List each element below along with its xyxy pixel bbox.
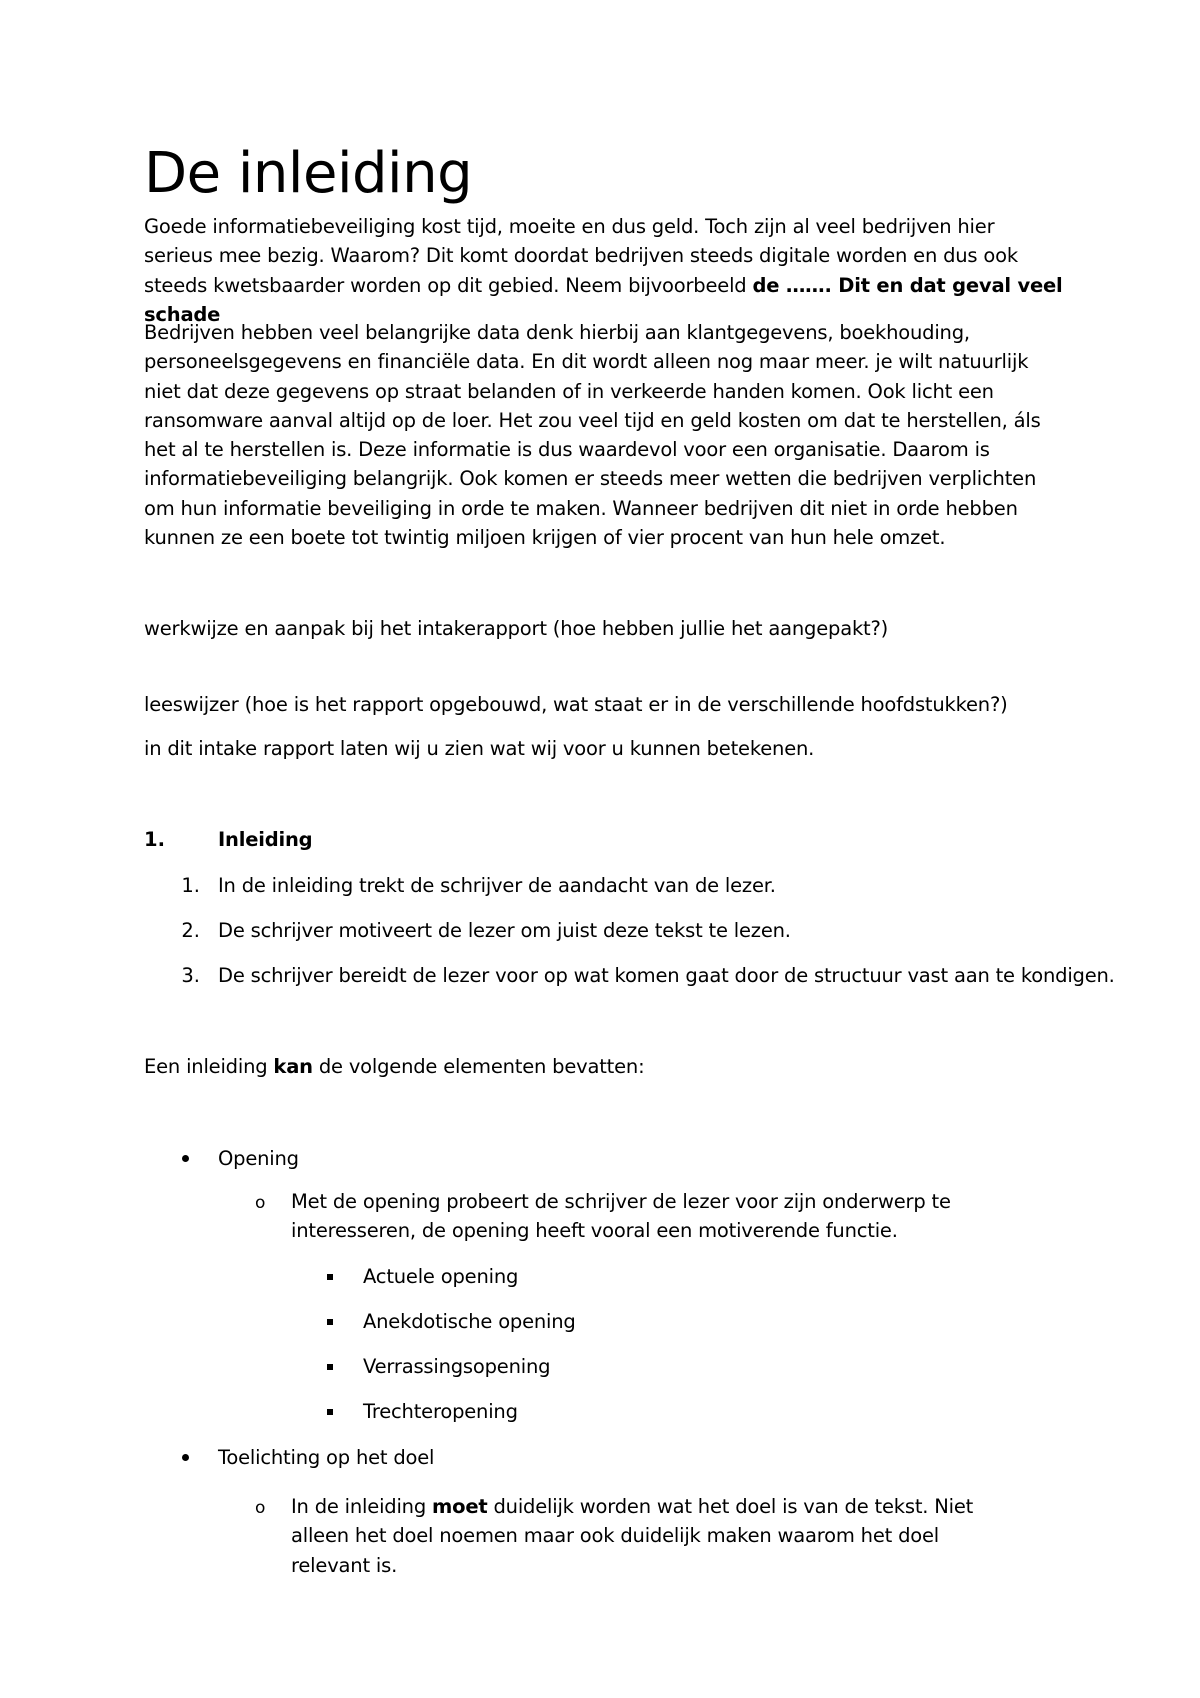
leeswijzer-line: leeswijzer (hoe is het rapport opgebouwd, wat staat er in de verschillende hoofdstukken?) [144, 693, 1008, 716]
intro-paragraph [144, 212, 1064, 329]
bullet-toelichting: Toelichting op het doel [218, 1446, 435, 1469]
opening-type: Trechteropening [363, 1400, 518, 1423]
opening-type: Actuele opening [363, 1265, 519, 1288]
bullet-square-icon [327, 1409, 333, 1415]
opening-type: Anekdotische opening [363, 1310, 576, 1333]
bullet-square-icon [327, 1274, 333, 1280]
bullet-circle-icon: o [255, 1498, 266, 1518]
elements-intro-bold: kan [273, 1055, 313, 1078]
bullet-opening: Opening [218, 1147, 299, 1170]
list-item-number: 2. [181, 919, 200, 942]
section-heading: Inleiding [218, 828, 313, 851]
bullet-square-icon [327, 1364, 333, 1370]
toelichting-bold: moet [432, 1495, 488, 1518]
opening-description: Met de opening probeert de schrijver de lezer voor zijn onderwerp te interesseren, de opening heeft vooral een motiverende functie. [291, 1190, 951, 1243]
bullet-circle-icon: o [255, 1193, 266, 1213]
bullet-dot-icon [182, 1454, 189, 1461]
list-item: In de inleiding trekt de schrijver de aandacht van de lezer. [218, 874, 776, 897]
intake-line: in dit intake rapport laten wij u zien wat wij voor u kunnen betekenen. [144, 737, 815, 760]
list-item: De schrijver motiveert de lezer om juist deze tekst te lezen. [218, 919, 791, 942]
toelichting-description: In de inleiding moet duidelijk worden wat het doel is van de tekst. Niet alleen het doel noemen maar ook duidelijk maken waarom het doel relevant is. [291, 1495, 974, 1577]
list-item-number: 3. [181, 964, 200, 987]
bullet-dot-icon [182, 1155, 189, 1162]
intro-bold-text: de ……. Dit en dat geval veel schade [144, 273, 1063, 326]
opening-type: Verrassingsopening [363, 1355, 551, 1378]
intro-text: Goede informatiebeveiliging kost tijd, moeite en dus geld. Toch zijn al veel bedrijven hier serieus mee bezig. Waarom? Dit komt doordat bedrijven steeds digitale worden en dus ook steeds kwetsbaarder worden op dit gebied. Neem bijvoorbeeld [144, 215, 1018, 297]
list-item-number: 1. [181, 874, 200, 897]
section-number: 1. [144, 828, 165, 851]
document-title: De inleiding [144, 141, 473, 206]
paragraph-data-importance: Bedrijven hebben veel belangrijke data denk hierbij aan klantgegevens, boekhouding, personeelsgegevens en financiële data. En dit wordt alleen nog maar meer. je wilt natuurlijk niet dat deze gegevens op straat belanden of in verkeerde handen komen. Ook licht een ransomware aanval altijd op de loer. Het zou veel tijd en geld kosten om dat te herstellen, áls het al te herstellen is. Deze informatie is dus waardevol voor een organisatie. Daarom is informatiebeveiliging belangrijk. Ook komen er steeds meer wetten die bedrijven verplichten om hun informatie beveiliging in orde te maken. Wanneer bedrijven dit niet in orde hebben kunnen ze een boete tot twintig miljoen krijgen of vier procent van hun hele omzet. [144, 321, 1041, 550]
bullet-square-icon [327, 1319, 333, 1325]
elements-intro: Een inleiding kan de volgende elementen bevatten: [144, 1055, 645, 1078]
werkwijze-line: werkwijze en aanpak bij het intakerapport (hoe hebben jullie het aangepakt?) [144, 617, 889, 640]
list-item: De schrijver bereidt de lezer voor op wat komen gaat door de structuur vast aan te kondigen. [218, 964, 1115, 987]
